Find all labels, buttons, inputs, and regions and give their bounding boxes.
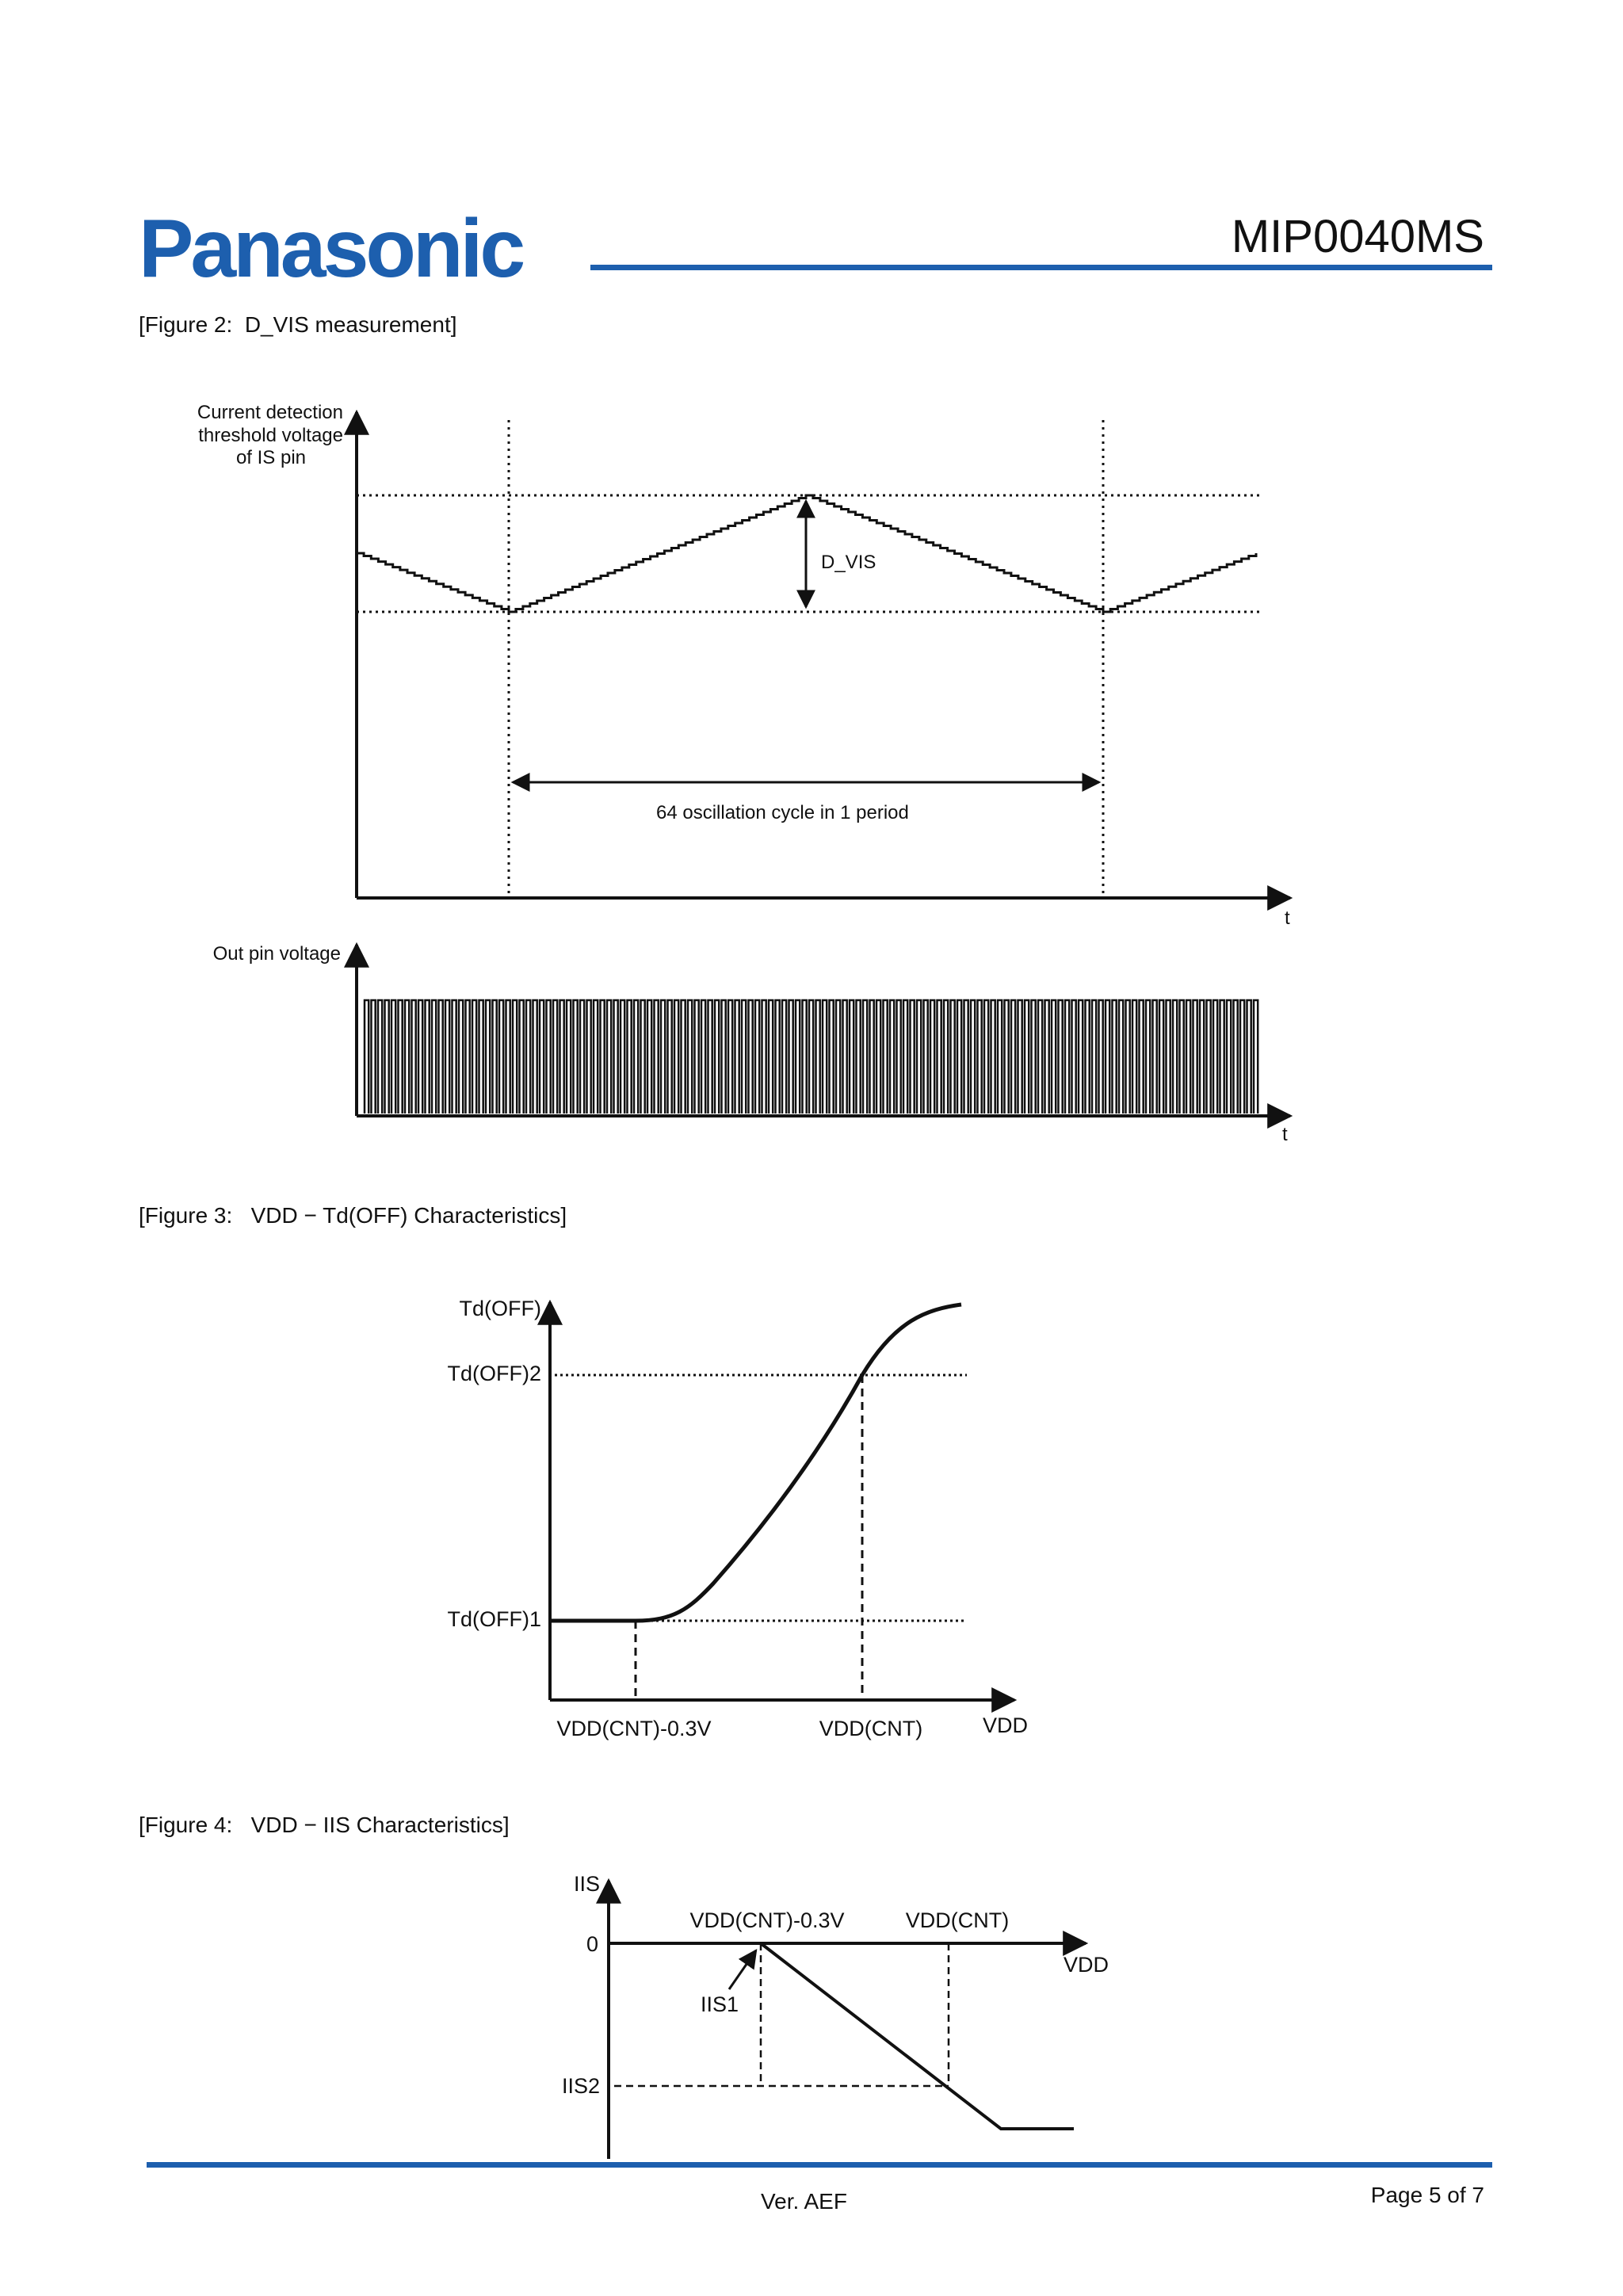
fig2-y-label-line1: Current detection xyxy=(197,402,343,423)
fig4-x2-label: VDD(CNT) xyxy=(905,1908,1010,1932)
fig4-x-axis-label: VDD xyxy=(1064,1953,1109,1977)
fig3-characteristic-curve xyxy=(550,1305,961,1621)
figure3-caption: [Figure 3: VDD − Td(OFF) Characteristics] xyxy=(139,1203,567,1228)
fig2-out-label: Out pin voltage xyxy=(212,943,341,965)
footer-version: Ver. AEF xyxy=(761,2189,847,2214)
fig4-characteristic-curve xyxy=(609,1943,1074,2129)
footer-rule xyxy=(147,2162,1492,2168)
figure2-caption: [Figure 2: D_VIS measurement] xyxy=(139,312,457,337)
figure4-caption: [Figure 4: VDD − IIS Characteristics] xyxy=(139,1813,510,1837)
fig3-level2-label: Td(OFF)2 xyxy=(447,1362,541,1385)
fig2-y-label-line2: threshold voltage xyxy=(198,425,343,446)
fig3-level1-label: Td(OFF)1 xyxy=(447,1607,541,1631)
fig2-dvis-label: D_VIS xyxy=(821,552,876,573)
document-id: MIP0040MS xyxy=(1231,211,1484,262)
fig3-x-axis-label: VDD xyxy=(983,1713,1029,1737)
fig2-out-pulse-train xyxy=(365,1000,1258,1114)
fig4-iis1-label: IIS1 xyxy=(700,1992,739,2016)
fig3-y-axis-label: Td(OFF) xyxy=(459,1297,541,1320)
fig3-x1-label: VDD(CNT)-0.3V xyxy=(556,1717,712,1740)
fig4-iis1-pointer xyxy=(729,1950,756,1989)
figure4-diagram xyxy=(562,1872,1109,2159)
figure2-diagram xyxy=(197,402,1290,1145)
fig3-x2-label: VDD(CNT) xyxy=(819,1717,923,1740)
panasonic-logo: Panasonic xyxy=(139,203,523,295)
figure3-diagram xyxy=(448,1297,1029,1740)
fig4-zero-label: 0 xyxy=(586,1932,598,1956)
fig4-y-axis-label: IIS xyxy=(573,1872,600,1896)
fig2-period-label: 64 oscillation cycle in 1 period xyxy=(656,802,909,823)
fig2-y-label-line3: of IS pin xyxy=(235,447,306,468)
fig4-iis2-label: IIS2 xyxy=(561,2074,600,2098)
footer-page-number: Page 5 of 7 xyxy=(1370,2183,1484,2207)
fig4-x1-label: VDD(CNT)-0.3V xyxy=(689,1908,845,1932)
fig2-t-label: t xyxy=(1285,907,1290,929)
fig2-t-label-2: t xyxy=(1282,1124,1288,1145)
